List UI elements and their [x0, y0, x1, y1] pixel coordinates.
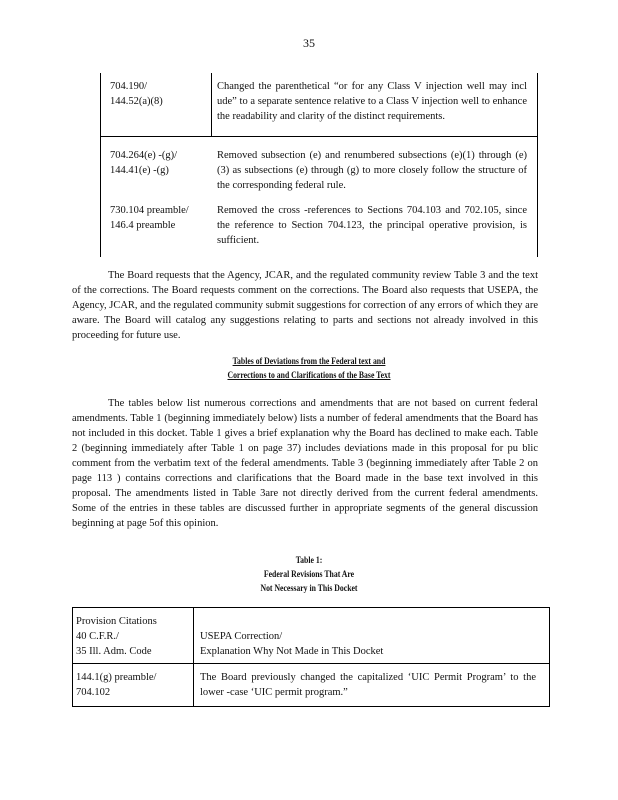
- citation-cell: 704.264(e) -(g)/ 144.41(e) -(g): [110, 150, 178, 176]
- citation-cell: 704.190/ 144.52(a)(8): [110, 81, 163, 107]
- page-number: 35: [303, 36, 315, 50]
- description-cell: Removed subsection (e) and renumbered subsections (e)(1) through (e)(3) as subsections (e) through (g) to more closely follow the structure of the corresponding federal rule.: [217, 150, 527, 191]
- citation-cell: 144.1(g) preamble/ 704.102: [76, 672, 157, 698]
- row-divider: [73, 663, 549, 664]
- paragraph-tables-explanation: The tables below list numerous corrections and amendments that are not based on current federal amendments. Table 1 (beginning immediately below) lists a number of federal amendments that the Board has not included in this docket. Table 1 gives a brief explanation why the Board has declined to make each. Table 2 (beginning immediately after Table 1 on page 37) includes deviations made in this proposal for pu blic comment from the verbatim text of the federal amendments. Table 3 (beginning immediately after Table 2 on page 113 ) contains corrections and clarifications that the Board made in the base text involved in this proposal. The amendments listed in Table 3are not directly derived from the current federal amendments. Some of the entries in these tables are discussed further in appropriate segments of the general discussion beginning at page 5of this opinion.: [72, 398, 538, 529]
- corrections-table-continued: [100, 73, 538, 257]
- header-explanation: USEPA Correction/ Explanation Why Not Made in This Docket: [200, 631, 384, 657]
- table-1-caption: Table 1: Federal Revisions That Are Not Necessary in This Docket: [260, 555, 358, 593]
- citation-cell: 730.104 preamble/ 146.4 preamble: [110, 205, 189, 231]
- description-cell: Changed the parenthetical “or for any Class V injection well may incl ude” to a separate sentence relative to a Class V injection well to enhance the readability and clarity of the distinct requirements.: [217, 81, 527, 122]
- description-cell: Removed the cross -references to Sections 704.103 and 702.105, since the reference to Section 704.123, the principal operative provision, is sufficient.: [217, 205, 527, 246]
- table-1: [72, 607, 550, 707]
- column-divider: [211, 73, 212, 136]
- header-citations: Provision Citations 40 C.F.R./ 35 Ill. Adm. Code: [76, 616, 157, 657]
- row-divider: [101, 136, 537, 137]
- paragraph-request-review: The Board requests that the Agency, JCAR, and the regulated community review Table 3 and the text of the corrections. The Board requests comment on the corrections. The Board also requests that USEPA, the Agency, JCAR, and the regulated community submit suggestions for correction of any errors of which they are aware. The Board will catalog any suggestions relating to parts and sections not already involved in this proceeding for future use.: [72, 270, 538, 341]
- column-divider: [193, 608, 194, 706]
- description-cell: The Board previously changed the capitalized ‘UIC Permit Program’ to the lower -case ‘UIC permit program.”: [200, 672, 536, 698]
- section-heading: Tables of Deviations from the Federal text and Corrections to and Clarifications of the Base Text: [227, 356, 391, 380]
